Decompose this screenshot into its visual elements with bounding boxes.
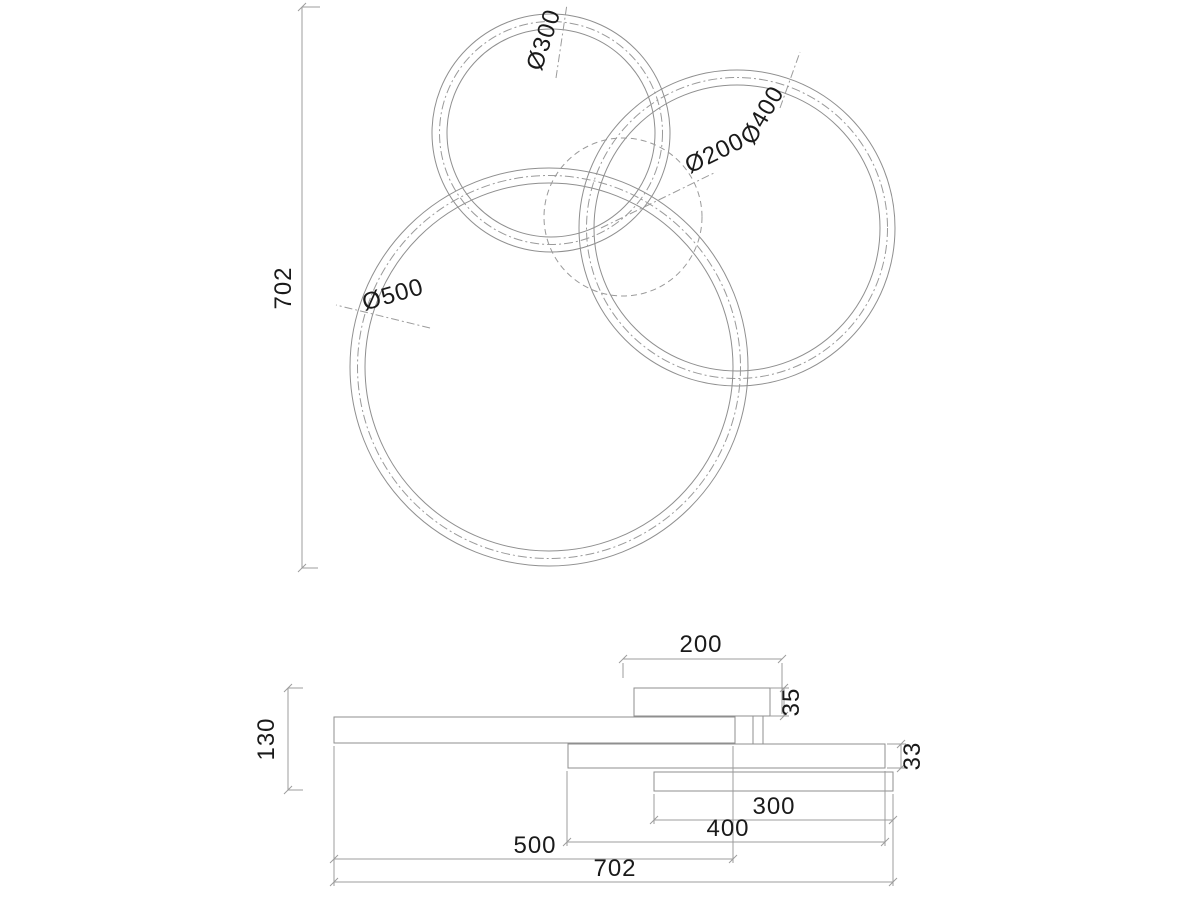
- dim-label-130: 130: [253, 717, 280, 761]
- dim-label-702-vertical: 702: [270, 266, 297, 310]
- ring-400-top-view: [579, 70, 895, 386]
- dim-label-300: 300: [752, 793, 796, 820]
- dim-35: [770, 684, 805, 720]
- dim-label-d200: Ø200: [680, 127, 749, 180]
- dim-702-vertical: [270, 3, 320, 572]
- dim-500: [330, 832, 737, 863]
- ring-500-side-section: [334, 717, 735, 743]
- stem-connector: [753, 716, 763, 744]
- dim-label-d400: Ø400: [735, 81, 790, 150]
- top-view: [270, 3, 895, 572]
- dim-702-horizontal: [330, 855, 897, 886]
- side-view: [253, 631, 926, 886]
- dim-130: [253, 684, 303, 794]
- dim-label-400: 400: [706, 815, 750, 842]
- ring-200-top-view: [544, 138, 702, 296]
- dim-200: [619, 631, 786, 714]
- canopy-outline: [634, 688, 770, 716]
- dim-300: [650, 793, 897, 824]
- ring-500-top-view: [350, 168, 748, 566]
- diameter-dimensions: [336, 4, 800, 328]
- dim-label-33: 33: [899, 741, 926, 771]
- dim-label-702-horizontal: 702: [593, 855, 637, 882]
- dim-label-200: 200: [679, 631, 723, 658]
- dim-label-d500: Ø500: [359, 273, 427, 317]
- dim-label-35: 35: [778, 687, 805, 717]
- ring-300-side-section: [654, 772, 893, 791]
- dim-label-500: 500: [513, 832, 557, 859]
- ring-400-side-section: [568, 744, 885, 768]
- dim-33: [887, 740, 926, 772]
- dim-label-d300: Ø300: [521, 5, 567, 74]
